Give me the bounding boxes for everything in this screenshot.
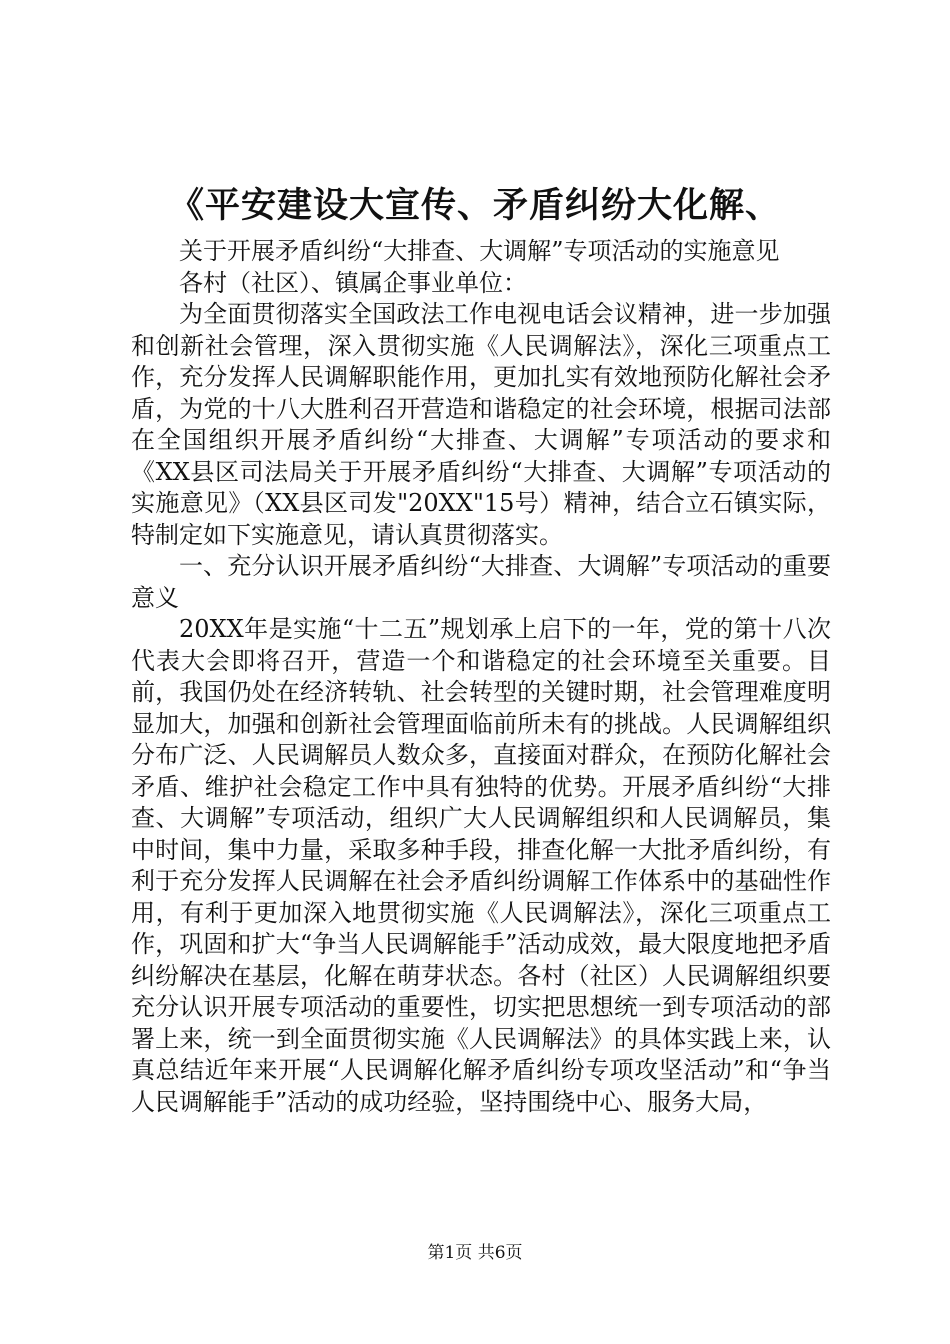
paragraph: 20XX年是实施“十二五”规划承上启下的一年，党的第十八次代表大会即将召开，营造一个和谐稳定的社会环境至关重要。目前，我国仍处在经济转轨、社会转型的关键时期，社会管理难度明显加大，加强和创新社会管理面临前所未有的挑战。人民调解组织分布广泛、人民调解员人数众多，直接面对群众，在预防化解社会矛盾、维护社会稳定工作中具有独特的优势。开展矛盾纠纷“大排查、大调解”专项活动，组织广大人民调解组织和人民调解员，集中时间，集中力量，采取多种手段，排查化解一大批矛盾纠纷，有利于充分发挥人民调解在社会矛盾纠纷调解工作体系中的基础性作用，有利于更加深入地贯彻实施《人民调解法》，深化三项重点工作，巩固和扩大“争当人民调解能手”活动成效，最大限度地把矛盾纠纷解决在基层，化解在萌芽状态。各村（社区）人民调解组织要充分认识开展专项活动的重要性，切实把思想统一到专项活动的部署上来，统一到全面贯彻实施《人民调解法》的具体实践上来，认真总结近年来开展“人民调解化解矛盾纠纷专项攻坚活动”和“争当人民调解能手”活动的成功经验，坚持围绕中心、服务大局， <box>131 615 831 1116</box>
section-heading: 一、充分认识开展矛盾纠纷“大排查、大调解”专项活动的重要意义 <box>131 552 831 612</box>
document-subtitle: 关于开展矛盾纠纷“大排查、大调解”专项活动的实施意见 <box>179 237 780 265</box>
page-footer: 第1页 共6页 <box>427 1243 523 1263</box>
salutation: 各村（社区）、镇属企事业单位： <box>179 268 527 297</box>
document-body <box>131 236 831 1118</box>
document-title: 《平安建设大宣传、矛盾纠纷大化解、 <box>168 185 781 226</box>
paragraph: 为全面贯彻落实全国政法工作电视电话会议精神，进一步加强和创新社会管理，深入贯彻实施《人民调解法》，深化三项重点工作，充分发挥人民调解职能作用，更加扎实有效地预防化解社会矛盾，为党的十八大胜利召开营造和谐稳定的社会环境，根据司法部在全国组织开展矛盾纠纷“大排查、大调解”专项活动的要求和《XX县区司法局关于开展矛盾纠纷“大排查、大调解”专项活动的实施意见》（XX县区司发"20XX"15号）精神，结合立石镇实际，特制定如下实施意见，请认真贯彻落实。 <box>131 300 831 549</box>
